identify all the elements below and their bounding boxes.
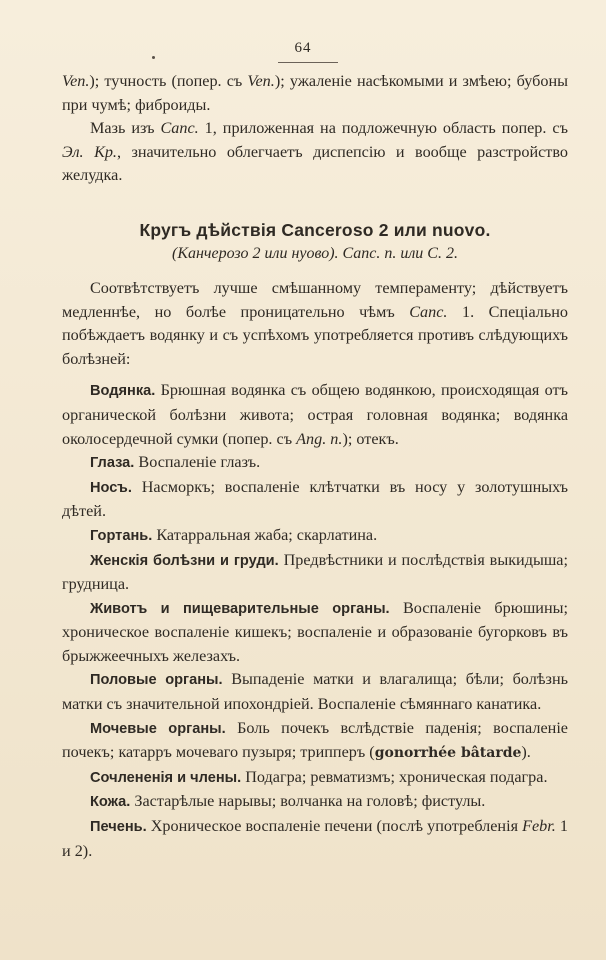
entry-heading: Женскія болѣзни и груди. bbox=[90, 552, 279, 569]
entry-mochevye bbox=[62, 717, 568, 766]
entry-heading: Печень. bbox=[90, 819, 147, 836]
text-run: Соотвѣтствуетъ лучше смѣшанному темпераменту; дѣйствуетъ медленнѣе, но болѣе проницательно чѣмъ bbox=[62, 278, 568, 321]
text-run: ); ужаленіе насѣкомыми и змѣею; бубоны при чумѣ; фиброиды. bbox=[62, 72, 568, 114]
remedy-abbrev: Ang. n. bbox=[296, 429, 343, 448]
intro-paragraph bbox=[62, 277, 568, 371]
section-subtitle: (Канчерозо 2 или нуово). Canc. n. или С. 2. bbox=[172, 244, 458, 262]
entry-heading: Мочевые органы. bbox=[90, 720, 226, 737]
entry-polovye bbox=[62, 668, 568, 716]
text-run: , значительно облегчаетъ диспепсію и вообще разстройство желудка. bbox=[62, 142, 569, 185]
entry-kozha bbox=[62, 790, 568, 815]
entry-text: Выпаденіе матки и влагалища; бѣли; болѣзнь матки съ значительной ипохондріей. Воспаленіе сѣмяннаго канатика. bbox=[62, 670, 568, 714]
entry-text: Воспаленіе глазъ. bbox=[134, 453, 261, 472]
section-title: Кругъ дѣйствія Canceroso 2 или nuovo. bbox=[139, 219, 491, 240]
text-run: Мазь изъ bbox=[90, 119, 161, 138]
remedy-abbrev: Canc. bbox=[160, 119, 199, 138]
entry-text: Хроническое воспаленіе печени (послѣ употребленія bbox=[146, 817, 523, 836]
entry-heading: Гортань. bbox=[90, 527, 153, 544]
page-number: 64 bbox=[294, 40, 312, 56]
entry-heading: Носъ. bbox=[90, 479, 132, 496]
entry-heading: Половые органы. bbox=[90, 672, 223, 689]
text-run: 1, приложенная на подложечную область попер. съ bbox=[198, 119, 568, 138]
entry-text: Насморкъ; воспаленіе клѣтчатки въ носу у золотушныхъ дѣтей. bbox=[62, 477, 568, 521]
entry-text: 1 и 2). bbox=[62, 817, 568, 860]
remedy-abbrev: Эл. Кр. bbox=[62, 142, 117, 161]
entry-text: Воспаленіе брюшины; хроническое воспаленіе кишекъ; воспаленіе и образованіе бугорковъ въ брыжжеечныхъ железахъ. bbox=[62, 598, 568, 665]
entry-heading: Сочлененія и члены. bbox=[90, 769, 242, 786]
entry-sochleneniya bbox=[62, 766, 568, 791]
entry-text: Катарральная жаба; скарлатина. bbox=[152, 525, 378, 544]
ointment-paragraph bbox=[62, 117, 568, 188]
entry-heading: Водянка. bbox=[90, 383, 156, 400]
entry-gortan bbox=[62, 524, 568, 549]
entry-glaza bbox=[62, 451, 568, 476]
page-body bbox=[62, 70, 568, 863]
entry-text: ). bbox=[521, 743, 531, 762]
blackletter-term: gonorrhée bâtarde bbox=[374, 745, 522, 762]
entry-vodyanka bbox=[62, 379, 568, 451]
entry-heading: Животъ и пищеварительные органы. bbox=[90, 600, 390, 617]
remedy-abbrev: Canc. bbox=[409, 302, 448, 321]
entry-zhenskie bbox=[62, 549, 568, 597]
entry-text: Подагра; ревматизмъ; хроническая подагра. bbox=[241, 767, 548, 786]
entry-zhivot bbox=[62, 597, 568, 669]
entry-text: Брюшная водянка съ общею водянкою, происходящая отъ органической болѣзни живота; острая головная водянка; водянка околосердечной сумки (попер. съ bbox=[62, 381, 568, 448]
remedy-abbrev: Febr. bbox=[522, 817, 556, 836]
remedy-abbrev: Ven. bbox=[62, 72, 90, 90]
entry-heading: Кожа. bbox=[90, 794, 131, 811]
entry-pechen bbox=[62, 815, 568, 863]
text-run: 1. Спеціально побѣждаетъ водянку и съ успѣхомъ употребляется противъ слѣдующихъ болѣзней: bbox=[62, 302, 568, 368]
entry-text: ); отекъ. bbox=[342, 429, 399, 448]
text-run: ); тучность (попер. съ bbox=[89, 72, 248, 90]
entry-nos bbox=[62, 476, 568, 524]
page-number-rule bbox=[278, 62, 338, 63]
entry-text: Застарѣлые нарывы; волчанка на головѣ; фистулы. bbox=[130, 792, 486, 811]
continued-paragraph bbox=[62, 70, 568, 117]
entry-text: Боль почекъ вслѣдствіе паденія; воспаленіе почекъ; катарръ мочеваго пузыря; трипперъ ( bbox=[62, 718, 568, 762]
entry-text: Предвѣстники и послѣдствія выкидыша; грудница. bbox=[62, 550, 568, 594]
remedy-abbrev: Ven. bbox=[247, 72, 275, 90]
entry-heading: Глаза. bbox=[90, 455, 135, 472]
